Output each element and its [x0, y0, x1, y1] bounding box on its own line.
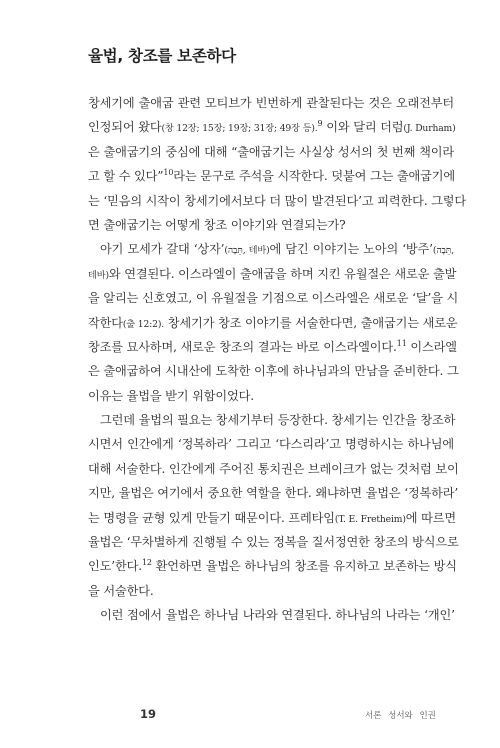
text-line: 시면서 인간에게 ‘정복하라’ 그리고 ‘다스리라’고 명령하시는 하나님에: [88, 437, 454, 452]
text-line: 작한다(출 12:2). 창세기가 창조 이야기를 서술한다면, 출애굽기는 새로운: [88, 315, 458, 330]
text-line: 이유는 율법을 받기 위함이었다.: [88, 388, 254, 403]
footnote-ref: 11: [396, 338, 407, 348]
text-line: 는 명령을 균형 있게 만들기 때문이다. 프레타임(T. E. Fretheim)에 따르면: [88, 510, 456, 525]
text-line: 아기 모세가 갈대 ‘상자’(תֵּבָה, 테바)에 담긴 이야기는 노아의 ‘방주’(תֵּבָה,: [100, 242, 454, 257]
footnote-ref: 12: [141, 558, 152, 568]
text-line: 인도’한다.$^{12}$ 환언하면 율법은 하나님의 창조를 유지하고 보존하는 방식: [88, 558, 457, 574]
running-footer: 서론 성서와 인권: [365, 711, 436, 721]
text-line: 을 서술한다.: [88, 583, 154, 598]
text-line: 테바)와 연결된다. 이스라엘이 출애굽을 하며 지킨 유월절은 새로운 출발: [88, 266, 457, 281]
text-line: 창조를 묘사하며, 새로운 창조의 결과는 바로 이스라엘이다.$^{11}$ 이스라엘: [88, 338, 457, 354]
text-line: 은 출애굽기의 중심에 대해 “출애굽기는 사실상 성서의 첫 번째 책이라: [88, 144, 454, 159]
text-line: 고 할 수 있다”$^{10}$라는 문구로 주석을 시작한다. 덧붙여 그는 출애굽기에: [88, 168, 456, 184]
page-number: 19: [140, 707, 157, 721]
text-line: 이런 점에서 율법은 하나님 나라와 연결된다. 하나님의 나라는 ‘개인’: [100, 608, 455, 623]
text-line: 면 출애굽기는 어떻게 창조 이야기와 연결되는가?: [88, 217, 346, 232]
footnote-ref: 9: [317, 119, 323, 129]
text-line: 인정되어 왔다(창 12장; 15장; 19장; 31장; 49장 등).$^9$ 이와 달리 더럼(J. Durham): [88, 119, 456, 135]
text-line: 을 알리는 신호였고, 이 유월절을 기점으로 이스라엘은 새로운 ‘달’을 시: [88, 291, 459, 306]
text-line: 은 출애굽하여 시내산에 도착한 이후에 하나님과의 만남을 준비한다. 그: [88, 364, 459, 379]
text-line: 대해 서술한다. 인간에게 주어진 통치권은 브레이크가 없는 것처럼 보이: [88, 461, 459, 476]
section-heading: 율법, 창조를 보존하다: [88, 47, 236, 65]
text-line: 창세기에 출애굽 관련 모티브가 빈번하게 관찰된다는 것은 오래전부터: [88, 96, 454, 110]
footnote-ref: 10: [163, 168, 174, 178]
body-text: [88, 91, 467, 628]
text-line: 지만, 율법은 여기에서 중요한 역할을 한다. 왜냐하면 율법은 ‘정복하라’: [88, 486, 459, 501]
text-line: 그런데 율법의 필요는 창세기부터 등장한다. 창세기는 인간을 창조하: [100, 413, 456, 428]
text-line: 는 ‘믿음의 시작이 창세기에서보다 더 많이 발견된다’고 피력한다. 그렇다: [88, 193, 467, 208]
text-line: 율법은 ‘무차별하게 진행될 수 있는 정복을 질서정연한 창조의 방식으로: [88, 535, 459, 550]
